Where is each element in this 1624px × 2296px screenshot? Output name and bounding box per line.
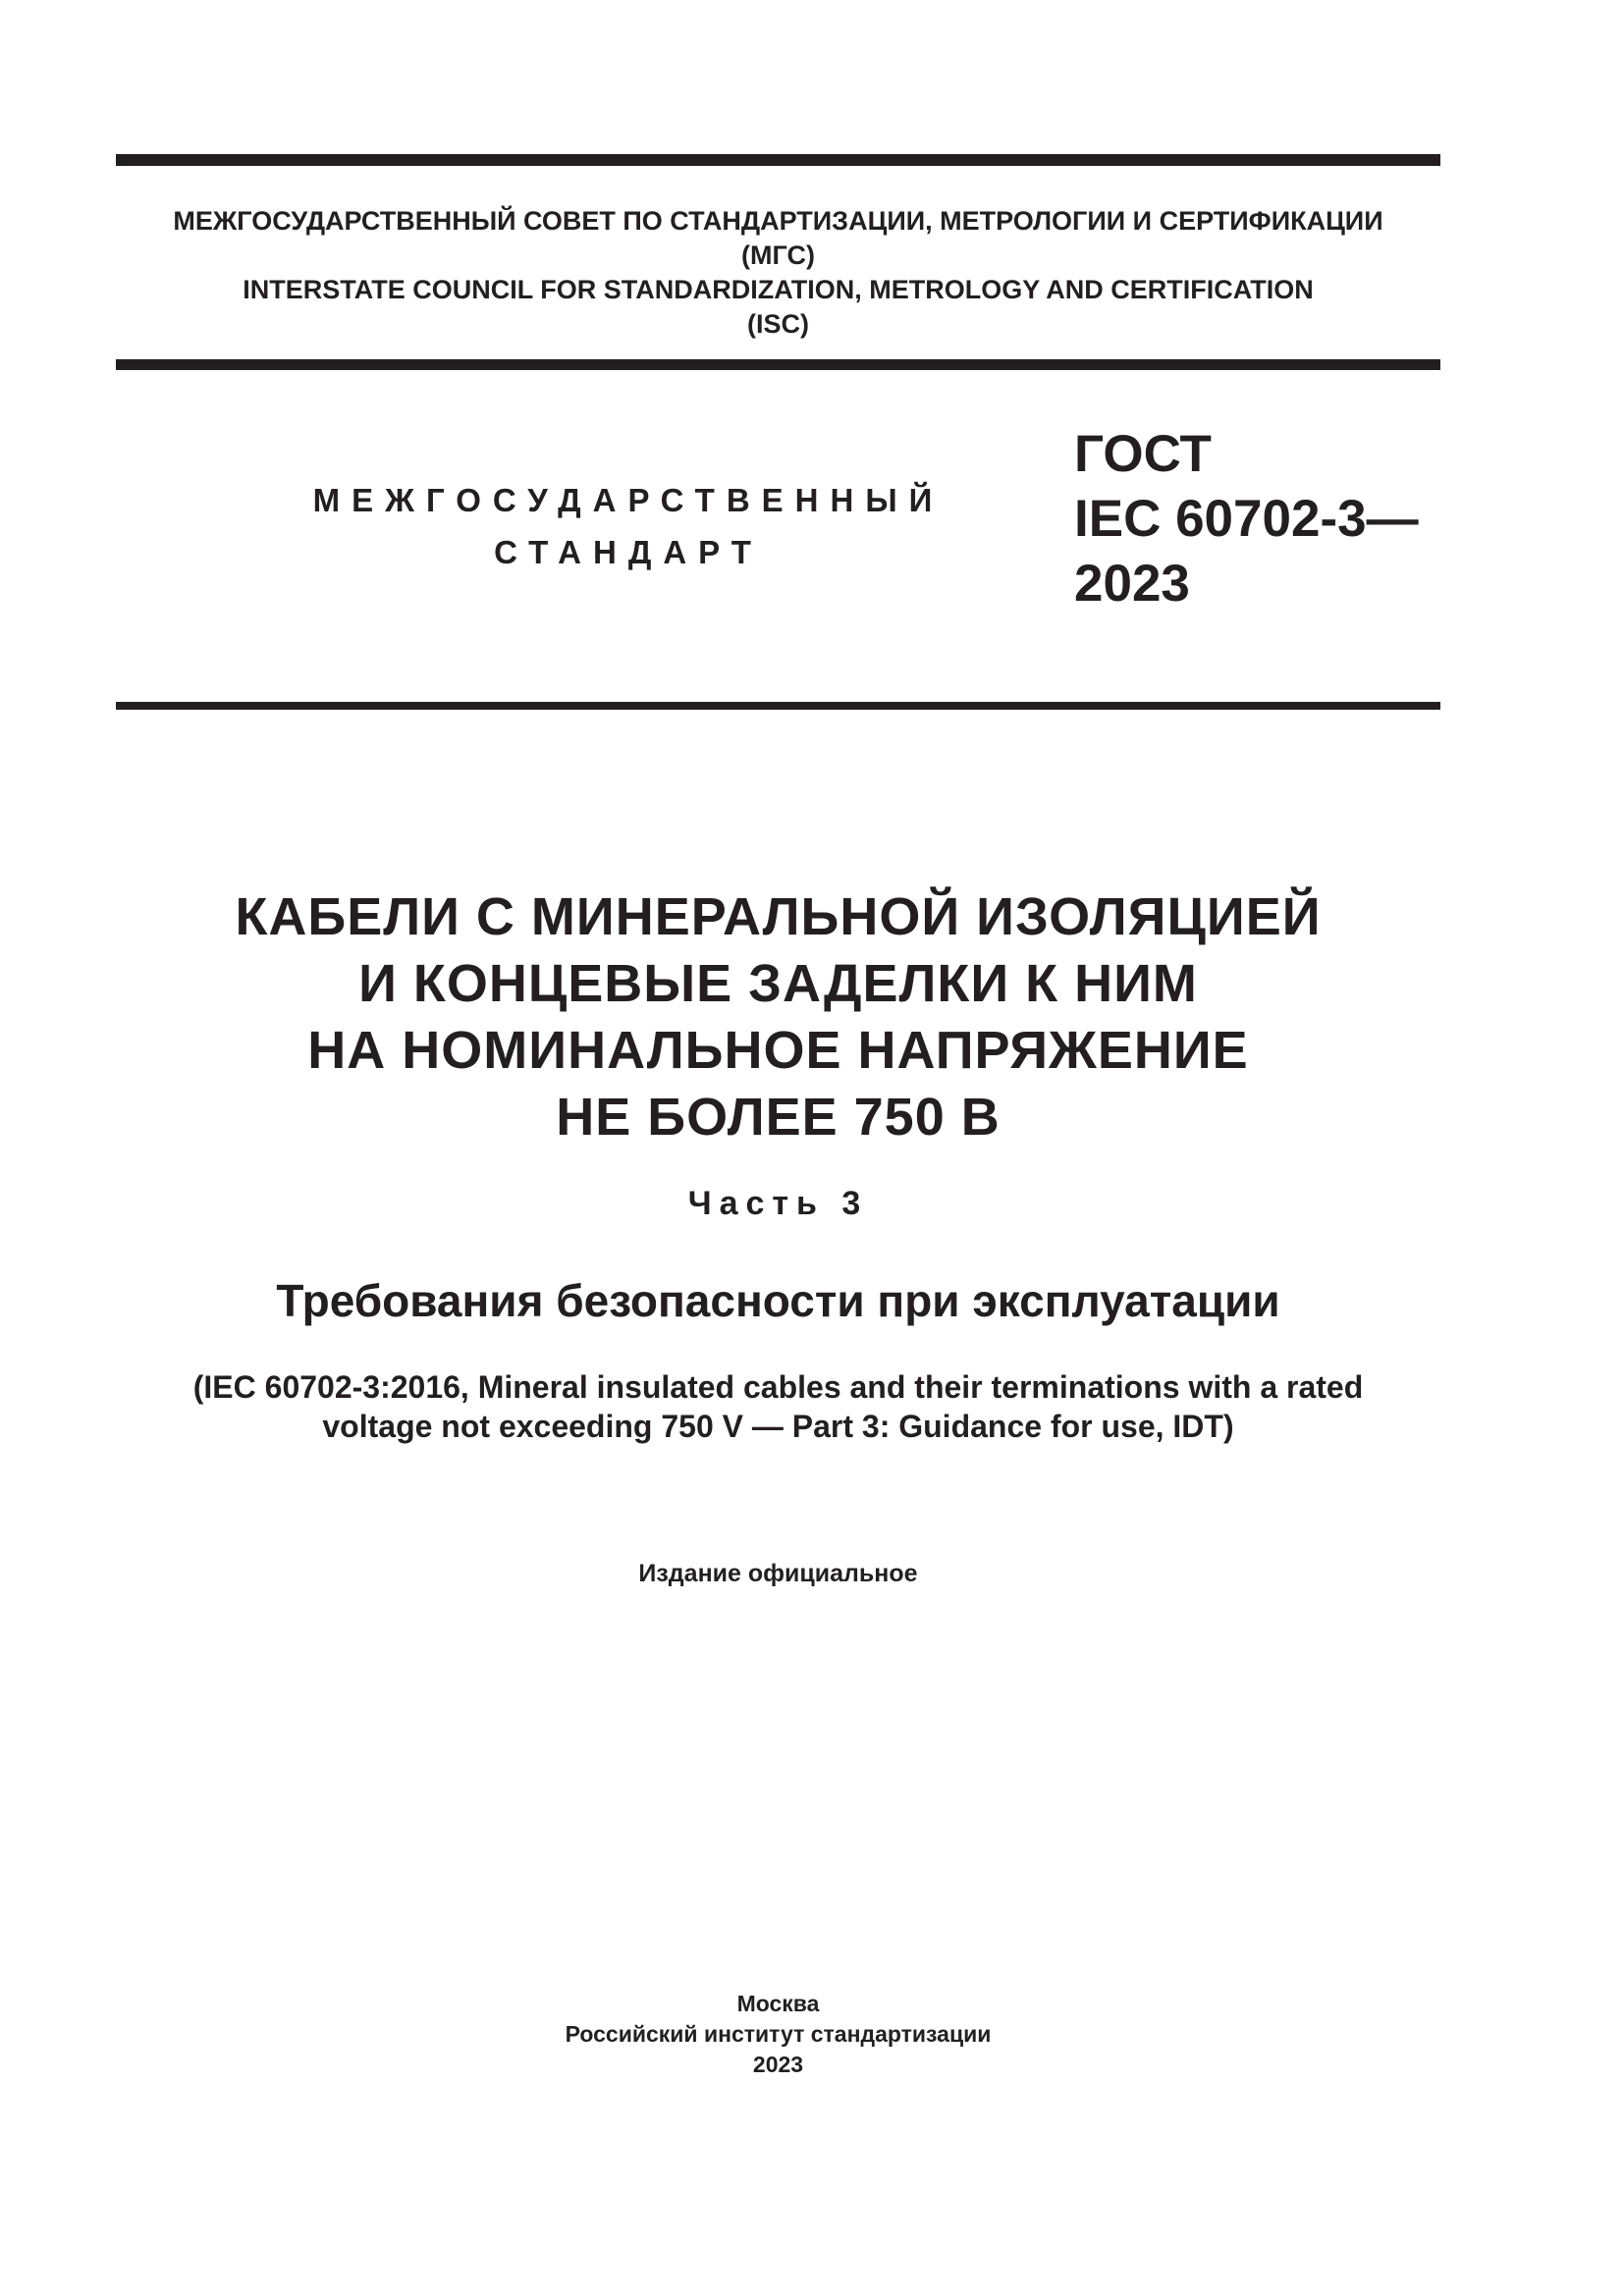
iec-reference-line2: voltage not exceeding 750 V — Part 3: Guidance for use, IDT) [322, 1409, 1234, 1444]
council-name-ru: МЕЖГОСУДАРСТВЕННЫЙ СОВЕТ ПО СТАНДАРТИЗАЦИИ, МЕТРОЛОГИИ И СЕРТИФИКАЦИИ [173, 206, 1383, 236]
standard-type-line1: МЕЖГОСУДАРСТВЕННЫЙ [312, 482, 945, 518]
iec-reference [116, 1367, 1440, 1446]
council-abbr-ru: (МГС) [741, 240, 815, 270]
top-rule [116, 154, 1440, 166]
edition-label: Издание официальное [638, 1560, 918, 1587]
title-line: НА НОМИНАЛЬНОЕ НАПРЯЖЕНИЕ [307, 1021, 1249, 1080]
council-abbr-en: (ISC) [747, 309, 809, 339]
imprint-city: Москва [736, 1991, 820, 2016]
imprint [116, 1989, 1440, 2080]
title-line: И КОНЦЕВЫЕ ЗАДЕЛКИ К НИМ [358, 954, 1198, 1013]
standard-designation [1074, 422, 1419, 616]
standard-type [295, 474, 962, 578]
document-subtitle: Требования безопасности при эксплуатации [276, 1275, 1280, 1326]
designation-line2: IEC 60702-3— [1074, 490, 1419, 548]
council-name-en: INTERSTATE COUNCIL FOR STANDARDIZATION, METROLOGY AND CERTIFICATION [243, 275, 1314, 304]
title-line: НЕ БОЛЕЕ 750 В [556, 1088, 1001, 1147]
standard-type-line2: СТАНДАРТ [494, 534, 763, 570]
designation-line3: 2023 [1074, 555, 1190, 613]
middle-rule [116, 359, 1440, 370]
imprint-year: 2023 [752, 2052, 804, 2077]
title-line: КАБЕЛИ С МИНЕРАЛЬНОЙ ИЗОЛЯЦИЕЙ [235, 887, 1322, 946]
part-number: Часть 3 [687, 1185, 869, 1222]
imprint-publisher: Российский институт стандартизации [565, 2021, 992, 2047]
document-title [116, 883, 1440, 1150]
council-header [116, 204, 1440, 342]
iec-reference-line1: (IEC 60702-3:2016, Mineral insulated cables and their terminations with a rated [192, 1369, 1364, 1405]
bottom-rule [116, 702, 1440, 710]
designation-line1: ГОСТ [1074, 425, 1212, 483]
